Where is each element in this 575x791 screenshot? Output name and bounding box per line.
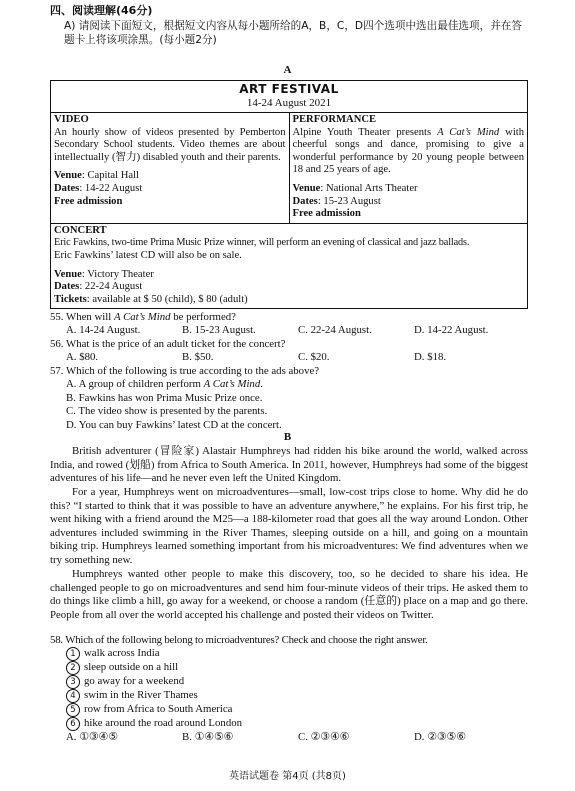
concert-body-1: Eric Fawkins, two-time Prima Music Prize winner, will perform an evening of classical and jazz ballads. bbox=[54, 237, 470, 249]
q58-option-d: D. ②③⑤⑥ bbox=[414, 731, 466, 744]
question-58 bbox=[50, 634, 530, 745]
q56-options bbox=[50, 351, 530, 364]
circled-number-icon: 3 bbox=[66, 675, 80, 689]
q58-item-2: 2 sleep outside on a hill bbox=[50, 661, 530, 675]
video-dates: Dates: 14-22 August bbox=[54, 182, 143, 194]
circled-number-icon: 6 bbox=[66, 717, 80, 731]
q58-item-4: 4 swim in the River Thames bbox=[50, 689, 530, 703]
page-footer: 英语试题卷 第4页 (共8页) bbox=[229, 771, 346, 782]
section-title: 四、阅读理解(46分) bbox=[50, 4, 153, 17]
circled-number-icon: 4 bbox=[66, 689, 80, 703]
q56-option-a: A. $80. bbox=[66, 351, 99, 364]
instruction-text: A) 请阅读下面短文，根据短文内容从每小题所给的A，B，C，D四个选项中选出最佳选项，并在答题卡上将该项涂黑。(每小题2分) bbox=[64, 20, 522, 46]
performance-dates: Dates: 15-23 August bbox=[292, 195, 381, 207]
concert-dates: Dates: 22-24 August bbox=[54, 281, 143, 293]
q55-option-b: B. 15-23 August. bbox=[182, 324, 256, 337]
question-55 bbox=[50, 311, 530, 338]
question-56 bbox=[50, 338, 530, 365]
q56-option-b: B. $50. bbox=[182, 351, 214, 364]
festival-title: ART FESTIVAL bbox=[239, 82, 339, 96]
performance-heading: PERFORMANCE bbox=[292, 114, 377, 125]
q57-option-a: A. A group of children perform A Cat’s Mind. bbox=[66, 378, 263, 391]
passage-a-label: A bbox=[283, 64, 292, 76]
q55-option-d: D. 14-22 August. bbox=[414, 324, 489, 337]
q56-stem: 56. What is the price of an adult ticket for the concert? bbox=[50, 338, 286, 350]
q58-item-6: 6 hike around the road around London bbox=[50, 717, 530, 731]
passage-b-paragraph-1: British adventurer (冒险家) Alastair Humphreys had ridden his bike around the world, walked across India, and rowed (划船) from Africa to South America. In 2011, however, Humphreys had some of the biggest adventures of his life—and he never even left the United Kingdom. bbox=[50, 445, 528, 484]
q58-item-5: 5 row from Africa to South America bbox=[50, 703, 530, 717]
performance-admission: Free admission bbox=[292, 208, 361, 220]
concert-venue: Venue: Victory Theater bbox=[54, 268, 154, 280]
q58-stem: 58. Which of the following belong to microadventures? Check and choose the right answer. bbox=[50, 634, 428, 646]
question-57 bbox=[50, 365, 530, 432]
q58-options bbox=[50, 731, 530, 744]
concert-body-2: Eric Fawkins’ latest CD will also be on sale. bbox=[54, 249, 242, 261]
q55-option-c: C. 22-24 August. bbox=[298, 324, 372, 337]
video-cell bbox=[51, 113, 290, 224]
q58-option-a: A. ①③④⑤ bbox=[66, 731, 118, 744]
performance-venue: Venue: National Arts Theater bbox=[292, 182, 418, 194]
q56-option-d: D. $18. bbox=[414, 351, 447, 364]
q58-item-1: 1 walk across India bbox=[50, 647, 530, 661]
q57-option-d: D. You can buy Fawkins’ latest CD at the concert. bbox=[66, 418, 282, 431]
concert-tickets: Tickets: available at $ 50 (child), $ 80 (adult) bbox=[54, 293, 248, 305]
performance-body: Alpine Youth Theater presents A Cat’s Mind with cheerful songs and dance, promising to give a wonderful performance by 20 young people between 18 and 25 years of age. bbox=[292, 126, 525, 176]
q55-option-a: A. 14-24 August. bbox=[66, 324, 141, 337]
instruction bbox=[50, 19, 530, 47]
video-heading: VIDEO bbox=[54, 114, 89, 125]
video-body: An hourly show of videos presented by Pemberton Secondary School students. Video themes are about intellectually (智力) disabled youth and their parents. bbox=[54, 126, 286, 163]
q58-item-3: 3 go away for a weekend bbox=[50, 675, 530, 689]
q57-option-b: B. Fawkins has won Prima Music Prize once. bbox=[66, 391, 263, 404]
festival-table bbox=[50, 80, 528, 309]
passage-b-label: B bbox=[283, 431, 292, 443]
concert-cell bbox=[51, 223, 528, 309]
passage-b-paragraph-3: Humphreys wanted other people to make this discovery, too, so he decided to share his idea. He challenged people to go on microadventures and send him four-minute videos of their trips. He asked them to do things like climb a hill, go away for a weekend, or choose a random (任意的) place on a map and go there. People from all over the world accepted his challenge and posted their videos on Twitter. bbox=[50, 568, 528, 621]
circled-number-icon: 2 bbox=[66, 661, 80, 675]
passage-b-paragraph-2: For a year, Humphreys went on microadventures—small, low-cost trips close to home. Why did he do this? “I started to think that it was possible to have an adventure anywhere,” he explains. For his first trip, he went hiking with a friend around the M25—a 188-kilometer road that goes all the way around London. Other adventures included swimming in the River Thames, sleeping outside on a hill, and going on a mountain biking trip. Humphreys learned something important from his microadventures: We find adventures when we try something new. bbox=[50, 486, 528, 566]
q55-stem: 55. When will A Cat’s Mind be performed? bbox=[50, 311, 236, 323]
q58-option-b: B. ①④⑤⑥ bbox=[182, 731, 234, 744]
q55-options bbox=[50, 324, 530, 337]
festival-header bbox=[51, 81, 528, 113]
video-venue: Venue: Capital Hall bbox=[54, 170, 139, 182]
q58-option-c: C. ②③④⑥ bbox=[298, 731, 350, 744]
festival-dates: 14-24 August 2021 bbox=[246, 97, 332, 109]
circled-number-icon: 5 bbox=[66, 703, 80, 717]
circled-number-icon: 1 bbox=[66, 647, 80, 661]
q57-stem: 57. Which of the following is true according to the ads above? bbox=[50, 365, 320, 377]
performance-cell bbox=[289, 113, 528, 224]
concert-heading: CONCERT bbox=[54, 224, 107, 236]
q56-option-c: C. $20. bbox=[298, 351, 330, 364]
video-admission: Free admission bbox=[54, 195, 123, 207]
q57-option-c: C. The video show is presented by the parents. bbox=[66, 405, 268, 418]
